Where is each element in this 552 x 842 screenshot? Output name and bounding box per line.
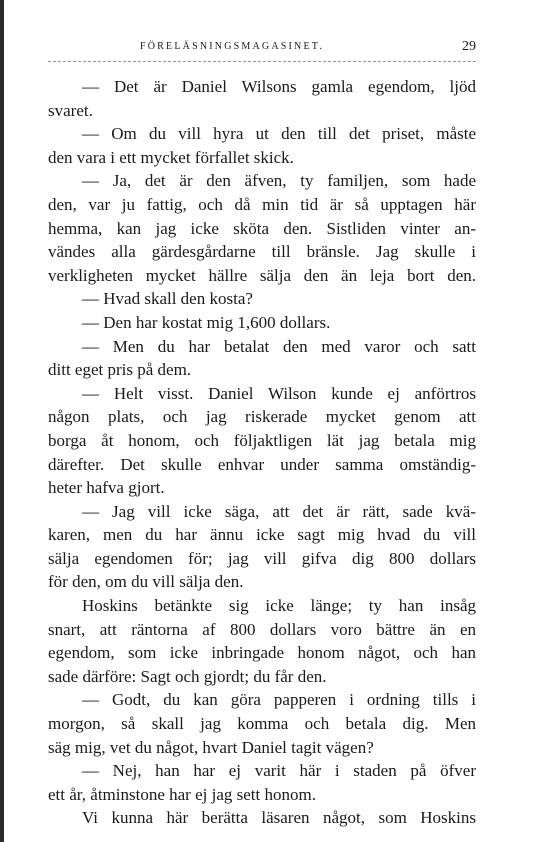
text-line: — Den har kostat mig 1,600 dollars. bbox=[82, 312, 331, 332]
page-number: 29 bbox=[462, 39, 476, 54]
text-line: säg mig, vet du något, hvart Daniel tagit vägen? bbox=[48, 737, 374, 757]
text-line: egendom, som icke inbringade honom något, och han bbox=[48, 643, 476, 663]
text-line: — Men du har betalat den med varor och satt bbox=[82, 336, 476, 356]
text-line: någon plats, och jag riskerade mycket genom att bbox=[48, 407, 476, 427]
text-line: snart, att räntorna af 800 dollars voro bättre än en bbox=[48, 619, 476, 639]
running-title: FÖRELÄSNINGSMAGASINET. bbox=[140, 41, 325, 52]
text-line: sade därföre: Sagt och gjordt; du får den. bbox=[48, 666, 327, 686]
text-line: Vi kunna här berätta läsaren något, som Hoskins bbox=[82, 808, 476, 828]
text-line: Hoskins betänkte sig icke länge; ty han insåg bbox=[82, 596, 476, 616]
text-line: ditt eget pris på dem. bbox=[48, 360, 192, 380]
body-text bbox=[48, 75, 476, 830]
text-line: därefter. Det skulle enhvar under samma omständig- bbox=[48, 454, 476, 474]
text-line: — Nej, han har ej varit här i staden på öfver bbox=[82, 761, 476, 781]
text-line: vändes alla gärdesgårdarne till bränsle. Jag skulle i bbox=[48, 242, 476, 262]
text-line: heter hafva gjort. bbox=[48, 478, 165, 498]
text-line: — Helt visst. Daniel Wilson kunde ej anförtros bbox=[82, 383, 476, 403]
text-line: verkligheten mycket hällre sälja den än leja bort den. bbox=[48, 265, 476, 285]
text-line: hemma, kan jag icke sköta den. Sistliden vinter an- bbox=[48, 218, 476, 238]
text-line: sälja egendomen för; jag vill gifva dig 800 dollars bbox=[48, 548, 476, 568]
page-edge-line bbox=[0, 0, 4, 842]
text-line: den, var ju fattig, och då min tid är så upptagen här bbox=[48, 194, 476, 214]
text-line: karen, men du har ännu icke sagt mig hvad du vill bbox=[48, 525, 476, 545]
text-line: — Om du vill hyra ut den till det priset, måste bbox=[82, 124, 476, 144]
text-line: — Hvad skall den kosta? bbox=[82, 289, 253, 309]
text-line: den vara i ett mycket förfallet skick. bbox=[48, 147, 294, 167]
text-line: morgon, så skall jag komma och betala dig. Men bbox=[48, 714, 476, 734]
page-header bbox=[48, 41, 476, 55]
text-line: — Det är Daniel Wilsons gamla egendom, ljöd bbox=[82, 77, 476, 96]
text-line: svaret. bbox=[48, 100, 93, 120]
text-line: — Ja, det är den äfven, ty familjen, som hade bbox=[82, 171, 476, 191]
text-line: för den, om du vill sälja den. bbox=[48, 572, 244, 592]
text-line: ett år, åtminstone har ej jag sett honom. bbox=[48, 784, 316, 804]
text-line: borga åt honom, och följaktligen lät jag betala mig bbox=[48, 430, 476, 450]
text-line: — Jag vill icke säga, att det är rätt, sade kvä- bbox=[82, 501, 476, 521]
text-line: — Godt, du kan göra papperen i ordning tills i bbox=[82, 690, 476, 710]
header-rule bbox=[48, 61, 476, 62]
